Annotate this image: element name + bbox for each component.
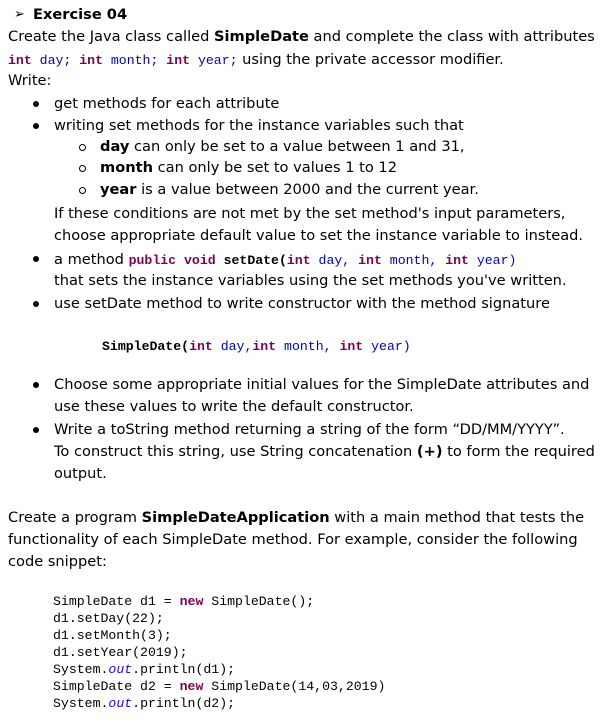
bullet-tostring-2: To construct this string, use String concatenation (+) to form the required: [54, 443, 595, 460]
bullet-icon: [33, 301, 39, 307]
sub-bullet-icon: [79, 144, 86, 151]
code-line: SimpleDate d1 = new SimpleDate();: [53, 594, 315, 609]
sub-bullet-month: month can only be set to values 1 to 12: [100, 159, 398, 176]
sub-bullet-icon: [79, 187, 86, 194]
intro-line-1: Create the Java class called SimpleDate and complete the class with attributes: [8, 28, 595, 45]
bullet-icon: [33, 427, 39, 433]
bullet-default-values-1: Choose some appropriate initial values for the SimpleDate attributes and: [54, 376, 590, 393]
exercise-title: Exercise 04: [33, 6, 128, 23]
code-line: d1.setYear(2019);: [53, 645, 188, 660]
code-line: d1.setDay(22);: [53, 611, 164, 626]
bullet-default-values-2: use these values to write the default constructor.: [54, 398, 414, 415]
program-line-3: code snippet:: [8, 553, 107, 570]
code-line: System.out.println(d2);: [53, 696, 236, 711]
bullet-set-methods: writing set methods for the instance variables such that: [54, 117, 464, 134]
intro-line-2: int day; int month; int year; using the private accessor modifier.: [8, 51, 504, 68]
constructor-signature: SimpleDate(int day,int month, int year): [102, 339, 411, 354]
sub-bullet-day: day can only be set to a value between 1 and 31,: [100, 138, 465, 155]
conditions-note-1: If these conditions are not met by the set method's input parameters,: [54, 205, 566, 222]
bullet-setdate-desc: that sets the instance variables using the set methods you've written.: [54, 272, 567, 289]
bullet-tostring-3: output.: [54, 465, 107, 482]
bullet-icon: [33, 123, 39, 129]
program-line-1: Create a program SimpleDateApplication with a main method that tests the: [8, 509, 585, 526]
intro-line-3: Write:: [8, 72, 52, 89]
bullet-get-methods: get methods for each attribute: [54, 95, 280, 112]
bullet-setdate-method: a method public void setDate(int day, int month, int year): [54, 251, 517, 268]
arrow-bullet-icon: ➢: [14, 7, 25, 22]
sub-bullet-icon: [79, 165, 86, 172]
bullet-icon: [33, 256, 39, 262]
program-line-2: functionality of each SimpleDate method. For example, consider the following: [8, 531, 578, 548]
code-line: SimpleDate d2 = new SimpleDate(14,03,2019): [53, 679, 386, 694]
code-line: d1.setMonth(3);: [53, 628, 172, 643]
sub-bullet-year: year is a value between 2000 and the current year.: [100, 181, 479, 198]
bullet-constructor: use setDate method to write constructor with the method signature: [54, 295, 550, 312]
bullet-tostring-1: Write a toString method returning a string of the form “DD/MM/YYYY”.: [54, 421, 565, 438]
conditions-note-2: choose appropriate default value to set the instance variable to instead.: [54, 227, 584, 244]
bullet-icon: [33, 101, 39, 107]
code-line: System.out.println(d1);: [53, 662, 236, 677]
bullet-icon: [33, 382, 39, 388]
